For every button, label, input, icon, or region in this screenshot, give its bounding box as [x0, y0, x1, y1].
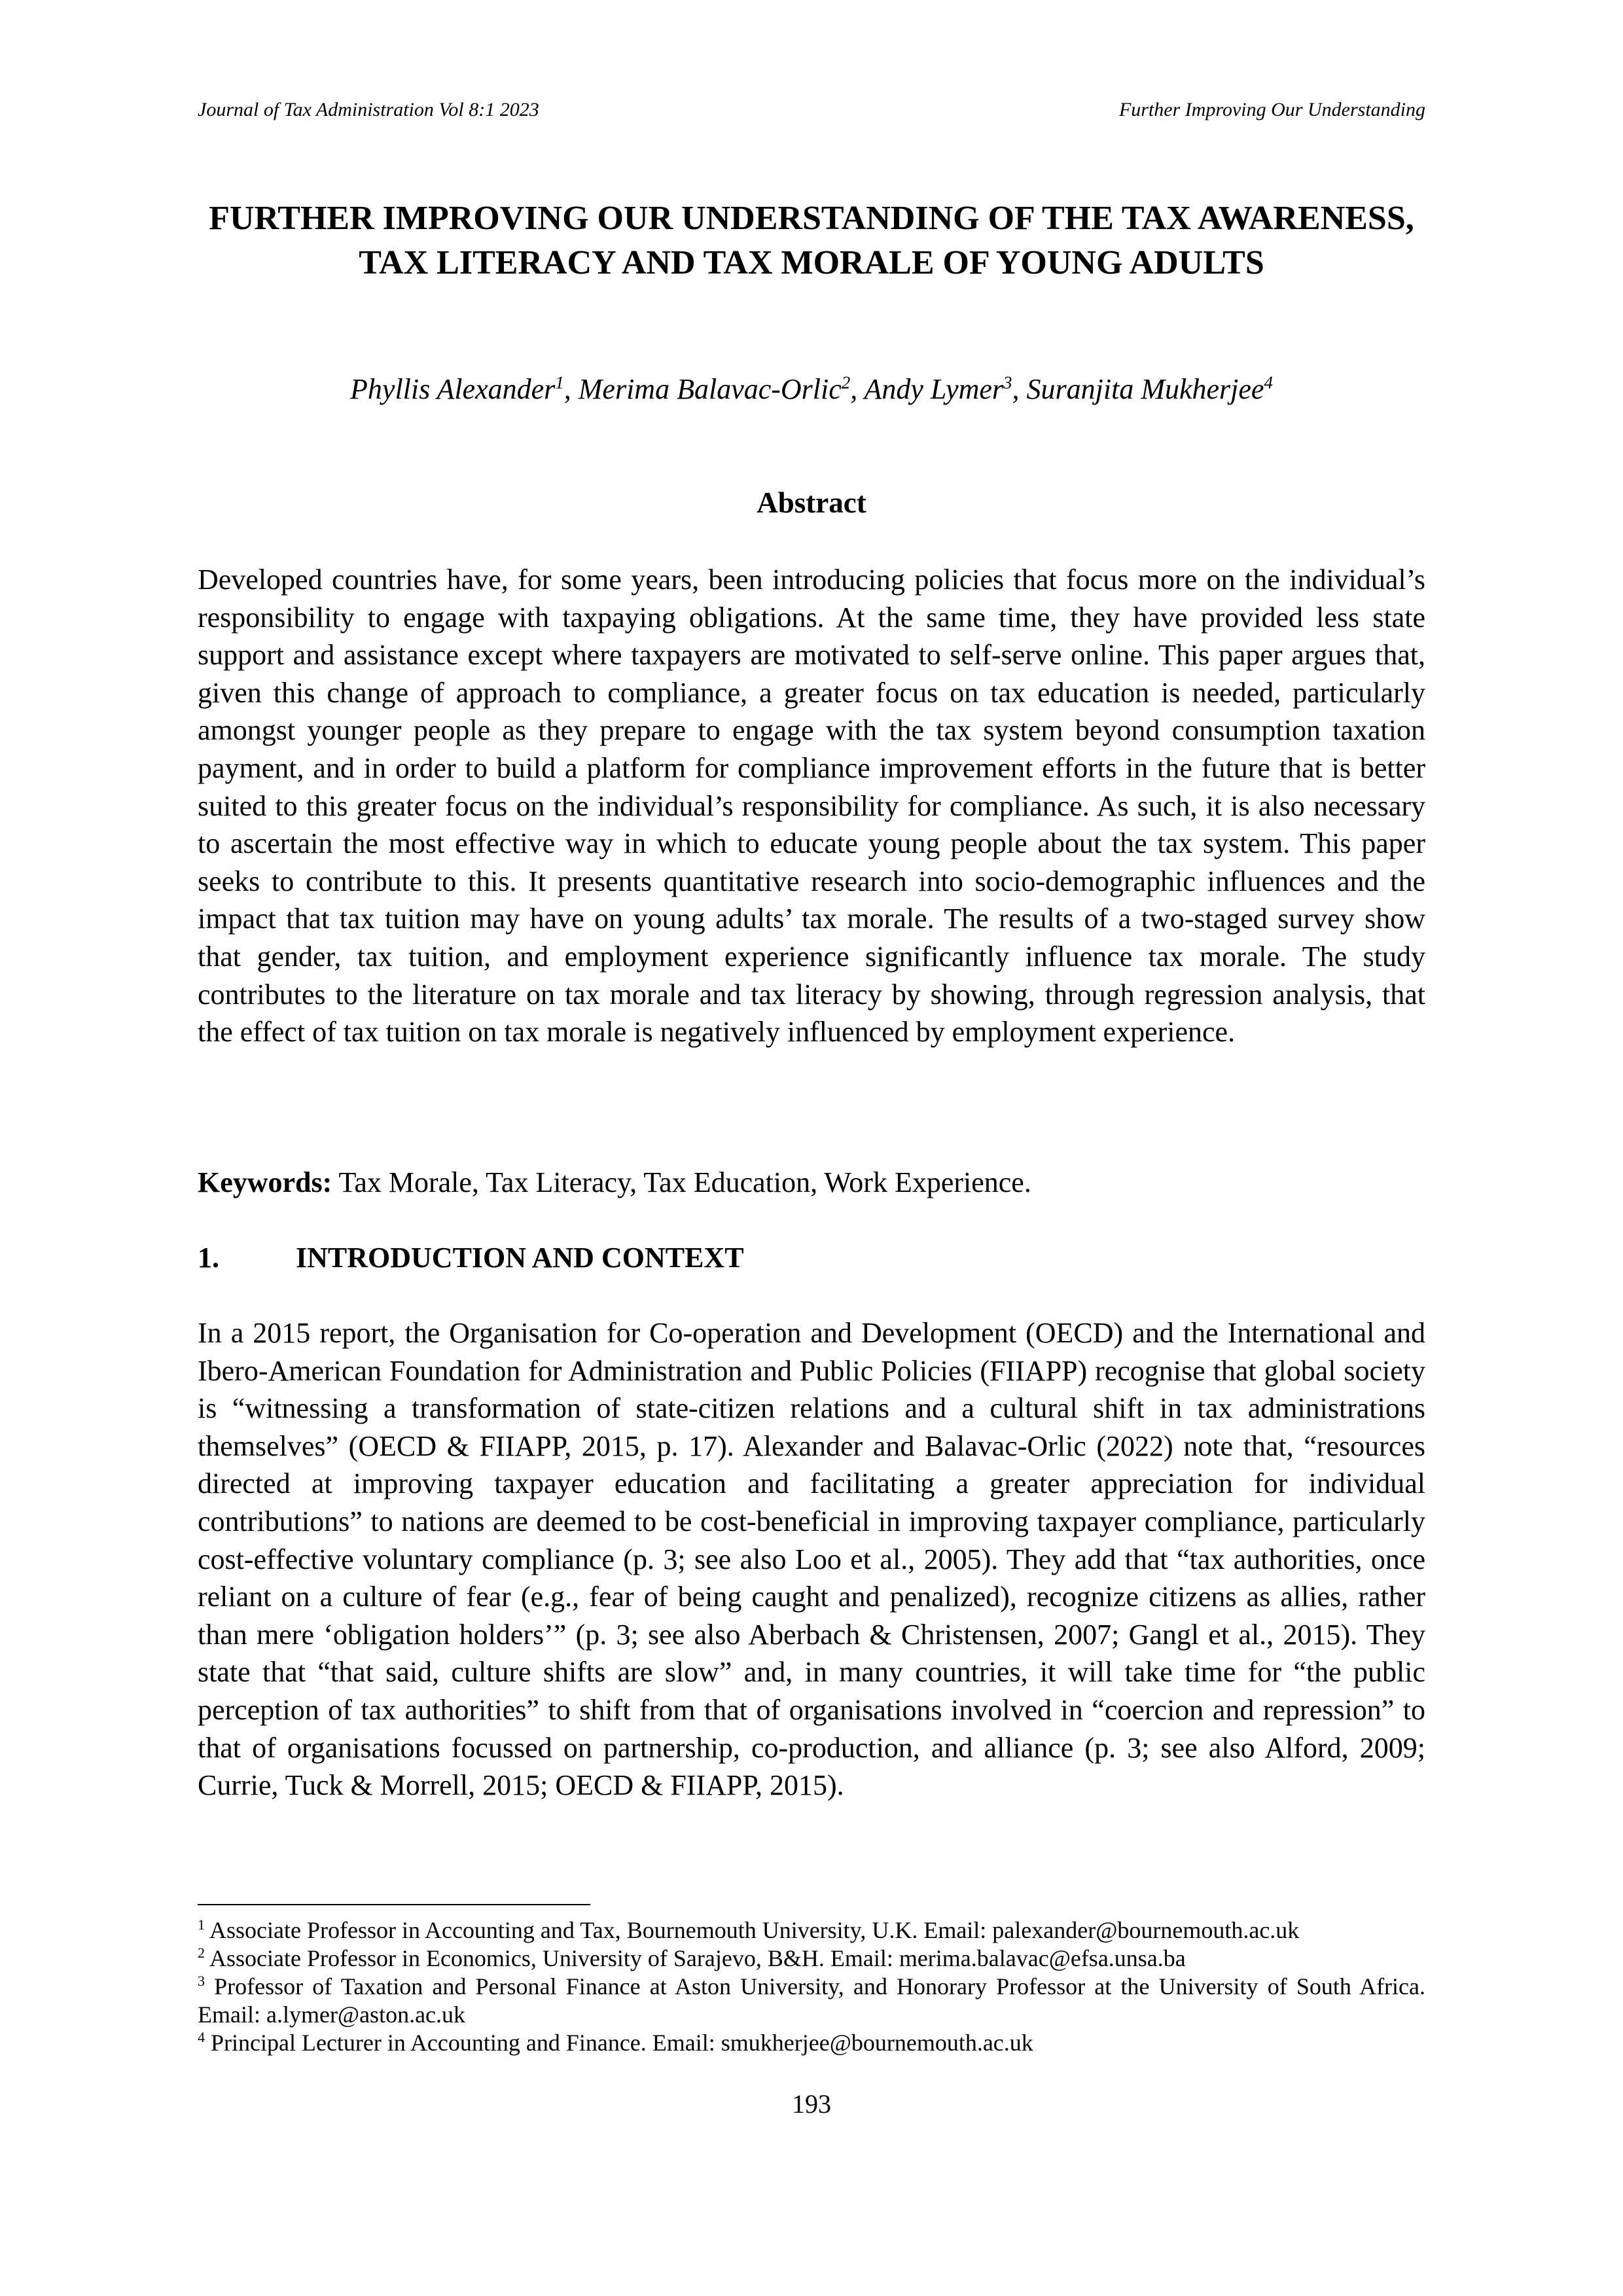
- footnote-text: Professor of Taxation and Personal Finance at Aston University, and Honorary Professor at the University of South Africa. Email: a.lymer@aston.ac.uk: [198, 1973, 1425, 2028]
- footnotes: [198, 1916, 1425, 2057]
- author-name: Suranjita Mukherjee: [1026, 373, 1264, 405]
- journal-name: Journal of Tax Administration Vol 8:1 2023: [198, 99, 539, 120]
- footnote: [198, 2029, 1425, 2057]
- author-name: Phyllis Alexander: [350, 373, 556, 405]
- footnote-mark: 3: [198, 1973, 205, 1989]
- author-footnote-mark[interactable]: 2: [841, 372, 851, 393]
- author-separator: ,: [850, 373, 865, 405]
- keywords-list: Tax Morale, Tax Literacy, Tax Education, Work Experience.: [332, 1166, 1031, 1198]
- author-separator: ,: [563, 373, 579, 405]
- footnote-text: Associate Professor in Accounting and Tax, Bournemouth University, U.K. Email: palexander@bournemouth.ac.uk: [205, 1917, 1300, 1943]
- author-footnote-mark[interactable]: 4: [1264, 372, 1273, 393]
- keywords-label: Keywords:: [198, 1166, 332, 1198]
- author-footnote-mark[interactable]: 3: [1003, 372, 1012, 393]
- footnote: [198, 1916, 1425, 1945]
- section-title: INTRODUCTION AND CONTEXT: [296, 1242, 744, 1274]
- paper-title: FURTHER IMPROVING OUR UNDERSTANDING OF THE TAX AWARENESS, TAX LITERACY AND TAX MORALE OF YOUNG ADULTS: [209, 200, 1414, 281]
- keywords: [198, 1164, 1425, 1202]
- short-title: Further Improving Our Understanding: [1118, 99, 1425, 120]
- author-footnote-mark[interactable]: 1: [555, 372, 564, 393]
- footnote-text: Principal Lecturer in Accounting and Finance. Email: smukherjee@bournemouth.ac.uk: [205, 2030, 1033, 2056]
- section-heading: [198, 1239, 1425, 1277]
- author-name: Merima Balavac-Orlic: [578, 373, 842, 405]
- footnote-divider: [198, 1904, 590, 1905]
- page-number: 193: [792, 2089, 831, 2119]
- footnote: [198, 1973, 1425, 2029]
- author-separator: ,: [1012, 373, 1027, 405]
- footnote-text: Associate Professor in Economics, University of Sarajevo, B&H. Email: merima.balavac@efsa.unsa.ba: [205, 1945, 1186, 1971]
- intro-paragraph: In a 2015 report, the Organisation for Co-operation and Development (OECD) and the International and Ibero-American Foundation for Administration and Public Policies (FIIAPP) recognise that global society is “witnessing a transformation of state-citizen relations and a cultural shift in tax administrations themselves” (OECD & FIIAPP, 2015, p. 17). Alexander and Balavac-Orlic (2022) note that, “resources directed at improving taxpayer education and facilitating a greater appreciation for individual contributions” to nations are deemed to be cost-beneficial in improving taxpayer compliance, particularly cost-effective voluntary compliance (p. 3; see also Loo et al., 2005). They add that “tax authorities, once reliant on a culture of fear (e.g., fear of being caught and penalized), recognize citizens as allies, rather than mere ‘obligation holders’” (p. 3; see also Aberbach & Christensen, 2007; Gangl et al., 2015). They state that “that said, culture shifts are slow” and, in many countries, it will take time for “the public perception of tax authorities” to shift from that of organisations involved in “coercion and repression” to that of organisations focussed on partnership, co-production, and alliance (p. 3; see also Alford, 2009; Currie, Tuck & Morrell, 2015; OECD & FIIAPP, 2015).: [198, 1317, 1425, 1802]
- abstract-paragraph: Developed countries have, for some years, been introducing policies that focus more on the individual’s responsibility to engage with taxpaying obligations. At the same time, they have provided less state support and assistance except where taxpayers are motivated to self-serve online. This paper argues that, given this change of approach to compliance, a greater focus on tax education is needed, particularly amongst younger people as they prepare to engage with the tax system beyond consumption taxation payment, and in order to build a platform for compliance improvement efforts in the future that is better suited to this greater focus on the individual’s responsibility for compliance. As such, it is also necessary to ascertain the most effective way in which to educate young people about the tax system. This paper seeks to contribute to this. It presents quantitative research into socio-demographic influences and the impact that tax tuition may have on young adults’ tax morale. The results of a two-staged survey show that gender, tax tuition, and employment experience significantly influence tax morale. The study contributes to the literature on tax morale and tax literacy by showing, through regression analysis, that the effect of tax tuition on tax morale is negatively influenced by employment experience.: [198, 564, 1425, 1049]
- section-number: 1.: [198, 1242, 219, 1274]
- footnote: [198, 1945, 1425, 1973]
- footnote-mark: 2: [198, 1945, 205, 1961]
- author-list: [198, 370, 1425, 409]
- footnote-mark: 1: [198, 1916, 205, 1933]
- abstract-heading: Abstract: [757, 486, 866, 519]
- author-name: Andy Lymer: [864, 373, 1004, 405]
- footnote-mark: 4: [198, 2029, 205, 2045]
